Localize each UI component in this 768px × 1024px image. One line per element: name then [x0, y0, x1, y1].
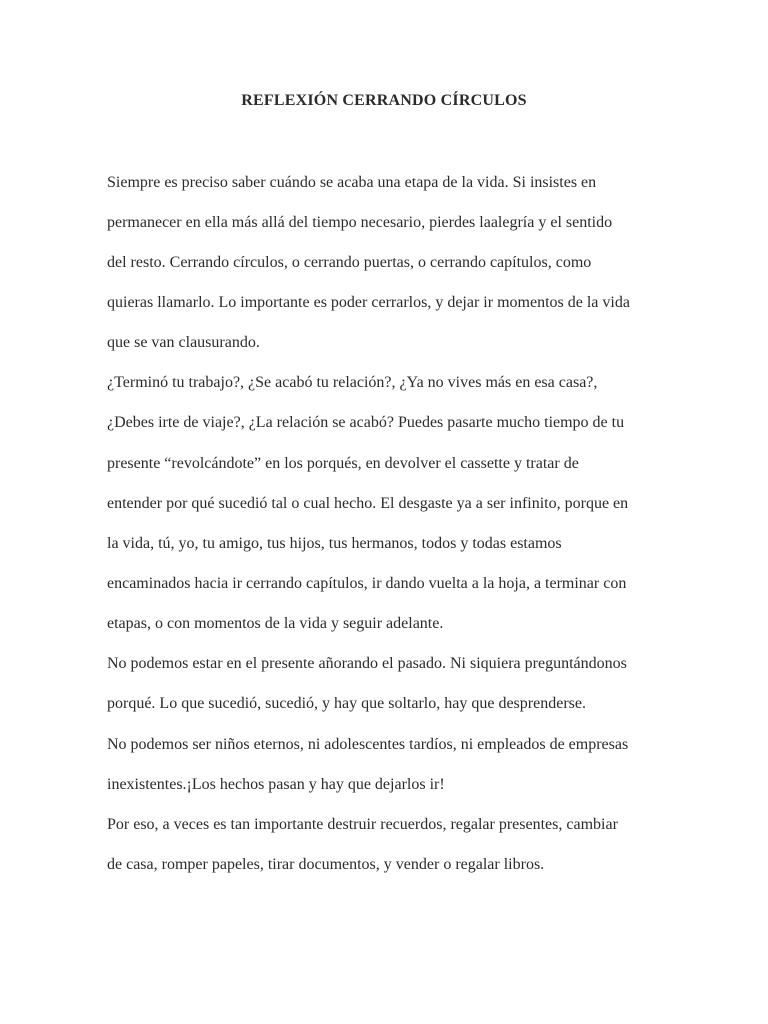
- text-line: del resto. Cerrando círculos, o cerrando puertas, o cerrando capítulos, como: [107, 254, 592, 271]
- text-line: inexistentes.¡Los hechos pasan y hay que dejarlos ir!: [107, 776, 445, 793]
- document-title: REFLEXIÓN CERRANDO CÍRCULOS: [241, 92, 527, 109]
- text-line: la vida, tú, yo, tu amigo, tus hijos, tus hermanos, todos y todas estamos: [107, 535, 562, 552]
- text-line: entender por qué sucedió tal o cual hecho. El desgaste ya a ser infinito, porque en: [107, 495, 629, 512]
- text-line: etapas, o con momentos de la vida y seguir adelante.: [107, 615, 444, 632]
- text-line: encaminados hacia ir cerrando capítulos, ir dando vuelta a la hoja, a terminar con: [107, 575, 627, 592]
- text-line: que se van clausurando.: [107, 334, 260, 351]
- text-line: permanecer en ella más allá del tiempo necesario, pierdes laalegría y el sentido: [107, 214, 613, 231]
- text-line: porqué. Lo que sucedió, sucedió, y hay que soltarlo, hay que desprenderse.: [107, 695, 586, 712]
- text-line: presente “revolcándote” en los porqués, en devolver el cassette y tratar de: [107, 455, 579, 472]
- text-line: ¿Terminó tu trabajo?, ¿Se acabó tu relación?, ¿Ya no vives más en esa casa?,: [107, 374, 598, 391]
- text-line: No podemos ser niños eternos, ni adolescentes tardíos, ni empleados de empresas: [107, 736, 629, 753]
- text-line: de casa, romper papeles, tirar documentos, y vender o regalar libros.: [107, 856, 545, 873]
- text-line: ¿Debes irte de viaje?, ¿La relación se acabó? Puedes pasarte mucho tiempo de tu: [107, 414, 625, 431]
- text-line: No podemos estar en el presente añorando el pasado. Ni siquiera preguntándonos: [107, 655, 627, 672]
- text-line: Siempre es preciso saber cuándo se acaba una etapa de la vida. Si insistes en: [107, 174, 597, 191]
- text-line: Por eso, a veces es tan importante destruir recuerdos, regalar presentes, cambiar: [107, 816, 618, 833]
- text-line: quieras llamarlo. Lo importante es poder cerrarlos, y dejar ir momentos de la vida: [107, 294, 630, 311]
